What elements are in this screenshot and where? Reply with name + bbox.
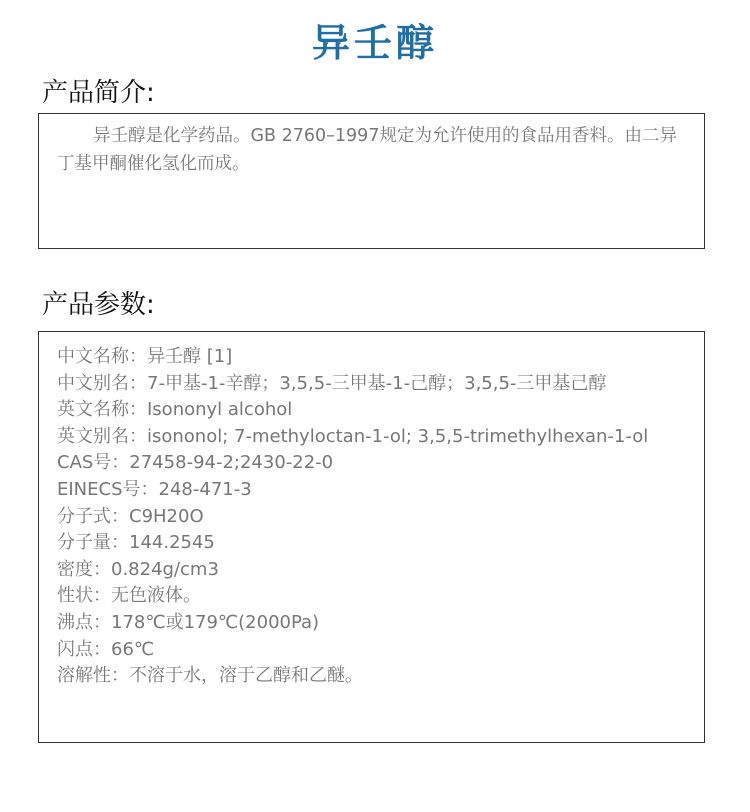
- intro-heading: 产品简介:: [42, 78, 155, 108]
- param-molecular-formula: 分子式：C9H20O: [57, 505, 204, 527]
- param-cas-number: CAS号：27458-94-2;2430-22-0: [57, 452, 334, 474]
- param-einecs-number: EINECS号：248-471-3: [57, 478, 252, 500]
- param-english-alias: 英文别名：isononol; 7-methyloctan-1-ol; 3,5,5-trimethylhexan-1-ol: [57, 425, 649, 447]
- params-box: [38, 331, 705, 743]
- param-english-name: 英文名称：Isononyl alcohol: [57, 399, 293, 421]
- param-appearance: 性状：无色液体。: [57, 585, 201, 607]
- param-density: 密度：0.824g/cm3: [57, 558, 219, 580]
- params-heading: 产品参数:: [42, 290, 155, 320]
- intro-text: 异壬醇是化学药品。GB 2760–1997规定为允许使用的食品用香料。由二异丁基甲酮催化氢化而成。: [57, 126, 677, 174]
- param-chinese-name: 中文名称：异壬醇 [1]: [57, 346, 233, 367]
- page-title: 异壬醇: [311, 21, 438, 65]
- param-molecular-weight: 分子量：144.2545: [57, 532, 215, 554]
- param-chinese-alias: 中文别名：7-甲基-1-辛醇；3,5,5-三甲基-1-己醇；3,5,5-三甲基己醇: [57, 372, 607, 394]
- intro-box: [38, 113, 705, 249]
- param-boiling-point: 沸点：178℃或179℃(2000Pa): [57, 611, 320, 633]
- param-solubility: 溶解性：不溶于水，溶于乙醇和乙醚。: [57, 665, 363, 687]
- param-flash-point: 闪点：66℃: [57, 638, 155, 660]
